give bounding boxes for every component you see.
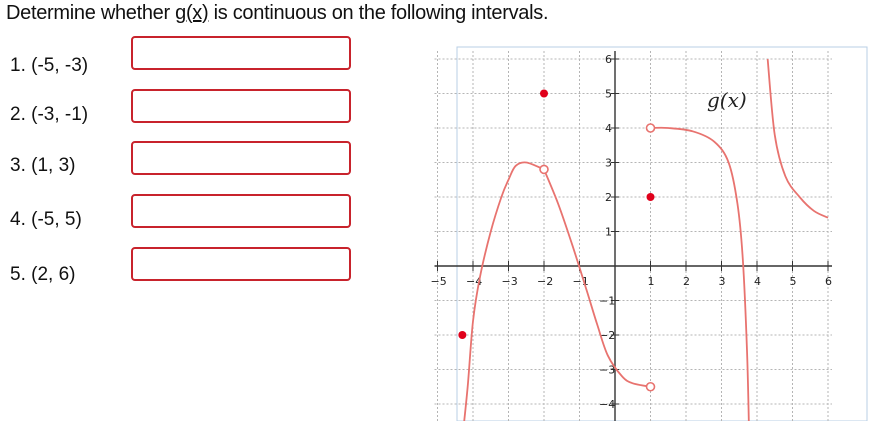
open-point [540, 165, 548, 173]
open-point [647, 124, 655, 132]
y-tick-label: −4 [599, 398, 616, 411]
x-tick-label: −3 [501, 275, 518, 288]
prompt-text-before: Determine whether [6, 2, 176, 24]
graph-frame [457, 47, 867, 421]
x-tick-label: 5 [789, 275, 797, 288]
x-tick-label: −5 [430, 275, 447, 288]
y-tick-label: 4 [605, 122, 612, 135]
y-tick-label: −2 [599, 329, 616, 342]
filled-point [647, 193, 655, 201]
open-point [647, 383, 655, 391]
question-5-label: 5. (2, 6) [10, 264, 76, 285]
x-tick-label: 4 [754, 275, 761, 288]
x-tick-label: 1 [647, 275, 655, 288]
instructions-text [6, 2, 548, 25]
question-1-label: 1. (-5, -3) [10, 55, 89, 76]
prompt-text-after: is continuous on the following intervals. [208, 2, 549, 24]
question-4-label: 4. (-5, 5) [10, 209, 82, 230]
x-tick-label: 6 [825, 275, 832, 288]
y-tick-label: 3 [605, 156, 612, 170]
question-4-answer-input[interactable] [131, 194, 351, 228]
y-tick-label: 1 [605, 225, 612, 239]
function-graph [430, 47, 867, 421]
y-tick-label: 2 [605, 191, 612, 204]
x-tick-label: 2 [683, 275, 690, 288]
x-tick-label: 3 [718, 275, 726, 288]
filled-point [458, 331, 466, 339]
question-2-answer-input[interactable] [131, 89, 351, 123]
y-tick-label: 5 [605, 87, 612, 101]
y-tick-label: 6 [605, 53, 612, 66]
y-tick-label: −3 [599, 363, 616, 377]
x-tick-label: −2 [537, 275, 554, 288]
prompt-function-name: g(x) [175, 2, 209, 24]
question-1-answer-input[interactable] [131, 36, 351, 70]
question-3-answer-input[interactable] [131, 141, 351, 175]
question-3-label: 3. (1, 3) [10, 155, 76, 176]
question-5-answer-input[interactable] [131, 247, 351, 281]
filled-point [540, 90, 548, 98]
question-2-label: 2. (-3, -1) [10, 104, 89, 125]
x-tick-label: −1 [572, 275, 589, 288]
y-tick-label: −1 [599, 294, 616, 308]
x-tick-label: −4 [466, 275, 483, 288]
function-label: g(x) [707, 88, 747, 112]
